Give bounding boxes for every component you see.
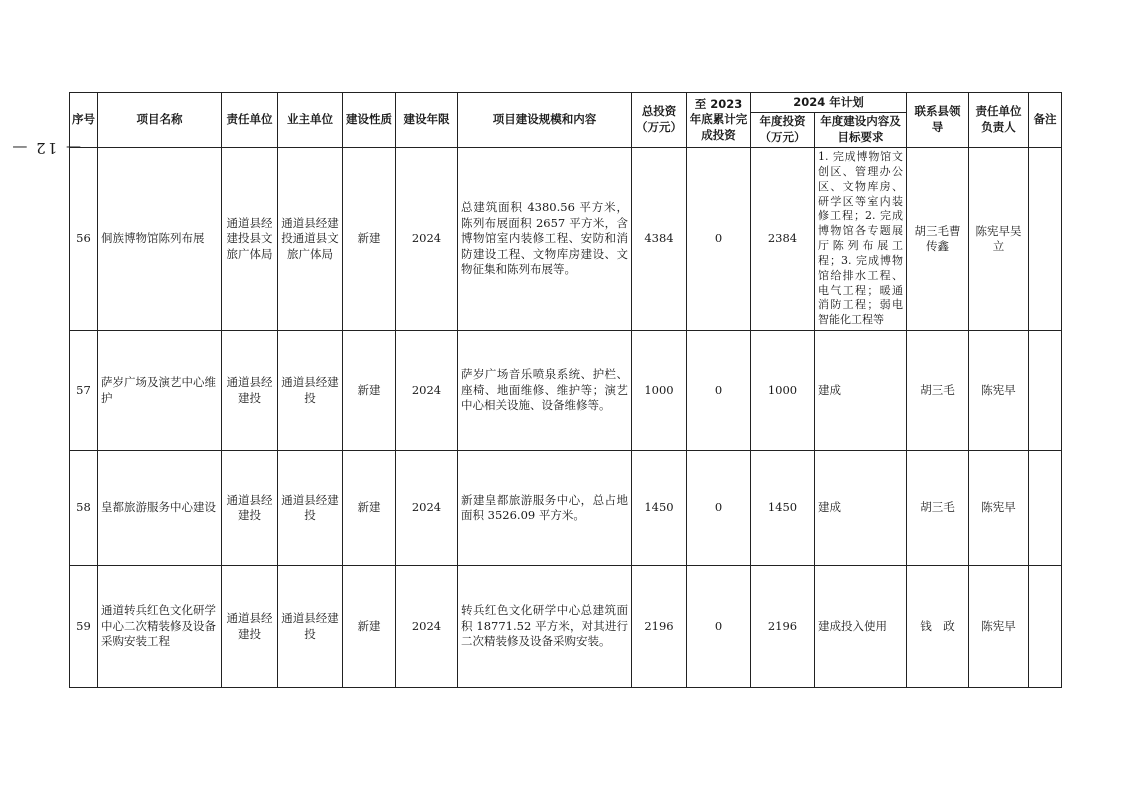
cell-seq: 59 — [70, 566, 98, 688]
cell-seq: 58 — [70, 451, 98, 566]
cell-owner-unit: 通道县经建投 — [278, 331, 343, 451]
header-scope: 项目建设规模和内容 — [458, 93, 632, 148]
cell-leader: 胡三毛曹传鑫 — [907, 148, 969, 331]
cell-annual-invest: 2384 — [751, 148, 815, 331]
cell-period: 2024 — [396, 148, 458, 331]
cell-remark — [1029, 451, 1062, 566]
header-annual-invest: 年度投资（万元） — [751, 113, 815, 148]
cell-leader: 胡三毛 — [907, 451, 969, 566]
header-owner-unit: 业主单位 — [278, 93, 343, 148]
cell-annual-content: 1. 完成博物馆文创区、管理办公区、文物库房、研学区等室内装修工程；2. 完成博物馆各专题展厅陈列布展工程；3. 完成博物馆给排水工程、电气工程；暖通消防工程；弱电智能化工程等 — [815, 148, 907, 331]
cell-remark — [1029, 331, 1062, 451]
cell-nature: 新建 — [343, 331, 396, 451]
cell-leader: 钱 政 — [907, 566, 969, 688]
cell-resp-person: 陈宪早吴 立 — [969, 148, 1029, 331]
header-seq: 序号 — [70, 93, 98, 148]
cell-seq: 56 — [70, 148, 98, 331]
project-table — [69, 92, 1062, 688]
cell-remark — [1029, 566, 1062, 688]
cell-scope: 总建筑面积 4380.56 平方米，陈列布展面积 2657 平方米，含博物馆室内装修工程、安防和消防建设工程、文物库房建设、文物征集和陈列布展等。 — [458, 148, 632, 331]
cell-annual-content: 建成投入使用 — [815, 566, 907, 688]
cell-resp-unit: 通道县经建投 — [222, 331, 278, 451]
cell-nature: 新建 — [343, 451, 396, 566]
cell-period: 2024 — [396, 566, 458, 688]
cell-resp-unit: 通道县经建投 — [222, 566, 278, 688]
header-cum-invest: 至 2023 年底累计完成投资 — [687, 93, 751, 148]
cell-resp-unit: 通道县经建投 — [222, 451, 278, 566]
header-annual-content: 年度建设内容及目标要求 — [815, 113, 907, 148]
cell-resp-unit: 通道县经建投县文旅广体局 — [222, 148, 278, 331]
cell-annual-content: 建成 — [815, 331, 907, 451]
table-row — [70, 148, 1062, 331]
table-row — [70, 331, 1062, 451]
header-row-1 — [70, 93, 1062, 113]
cell-project-name: 萨岁广场及演艺中心维护 — [98, 331, 222, 451]
header-plan-2024: 2024 年计划 — [751, 93, 907, 113]
header-nature: 建设性质 — [343, 93, 396, 148]
cell-remark — [1029, 148, 1062, 331]
cell-scope: 萨岁广场音乐喷泉系统、护栏、座椅、地面维修、维护等；演艺中心相关设施、设备维修等。 — [458, 331, 632, 451]
table-row — [70, 566, 1062, 688]
cell-annual-invest: 1450 — [751, 451, 815, 566]
header-project-name: 项目名称 — [98, 93, 222, 148]
cell-cum-invest: 0 — [687, 148, 751, 331]
cell-owner-unit: 通道县经建投通道县文旅广体局 — [278, 148, 343, 331]
header-period: 建设年限 — [396, 93, 458, 148]
cell-owner-unit: 通道县经建投 — [278, 451, 343, 566]
cell-scope: 新建皇都旅游服务中心，总占地面积 3526.09 平方米。 — [458, 451, 632, 566]
cell-resp-person: 陈宪早 — [969, 331, 1029, 451]
cell-total-invest: 2196 — [632, 566, 687, 688]
cell-total-invest: 4384 — [632, 148, 687, 331]
cell-nature: 新建 — [343, 148, 396, 331]
header-resp-person: 责任单位负责人 — [969, 93, 1029, 148]
cell-seq: 57 — [70, 331, 98, 451]
cell-project-name: 侗族博物馆陈列布展 — [98, 148, 222, 331]
cell-total-invest: 1450 — [632, 451, 687, 566]
page-number: — 12 — — [10, 139, 82, 157]
cell-total-invest: 1000 — [632, 331, 687, 451]
cell-owner-unit: 通道县经建投 — [278, 566, 343, 688]
table-row — [70, 451, 1062, 566]
cell-cum-invest: 0 — [687, 566, 751, 688]
cell-scope: 转兵红色文化研学中心总建筑面积 18771.52 平方米，对其进行二次精装修及设备采购安装。 — [458, 566, 632, 688]
cell-project-name: 皇都旅游服务中心建设 — [98, 451, 222, 566]
cell-annual-invest: 2196 — [751, 566, 815, 688]
cell-resp-person: 陈宪早 — [969, 451, 1029, 566]
cell-period: 2024 — [396, 331, 458, 451]
header-leader: 联系县领导 — [907, 93, 969, 148]
cell-annual-content: 建成 — [815, 451, 907, 566]
cell-resp-person: 陈宪早 — [969, 566, 1029, 688]
cell-cum-invest: 0 — [687, 331, 751, 451]
header-remark: 备注 — [1029, 93, 1062, 148]
header-resp-unit: 责任单位 — [222, 93, 278, 148]
cell-annual-invest: 1000 — [751, 331, 815, 451]
cell-leader: 胡三毛 — [907, 331, 969, 451]
header-total-invest: 总投资（万元） — [632, 93, 687, 148]
cell-cum-invest: 0 — [687, 451, 751, 566]
cell-nature: 新建 — [343, 566, 396, 688]
cell-period: 2024 — [396, 451, 458, 566]
cell-project-name: 通道转兵红色文化研学中心二次精装修及设备采购安装工程 — [98, 566, 222, 688]
